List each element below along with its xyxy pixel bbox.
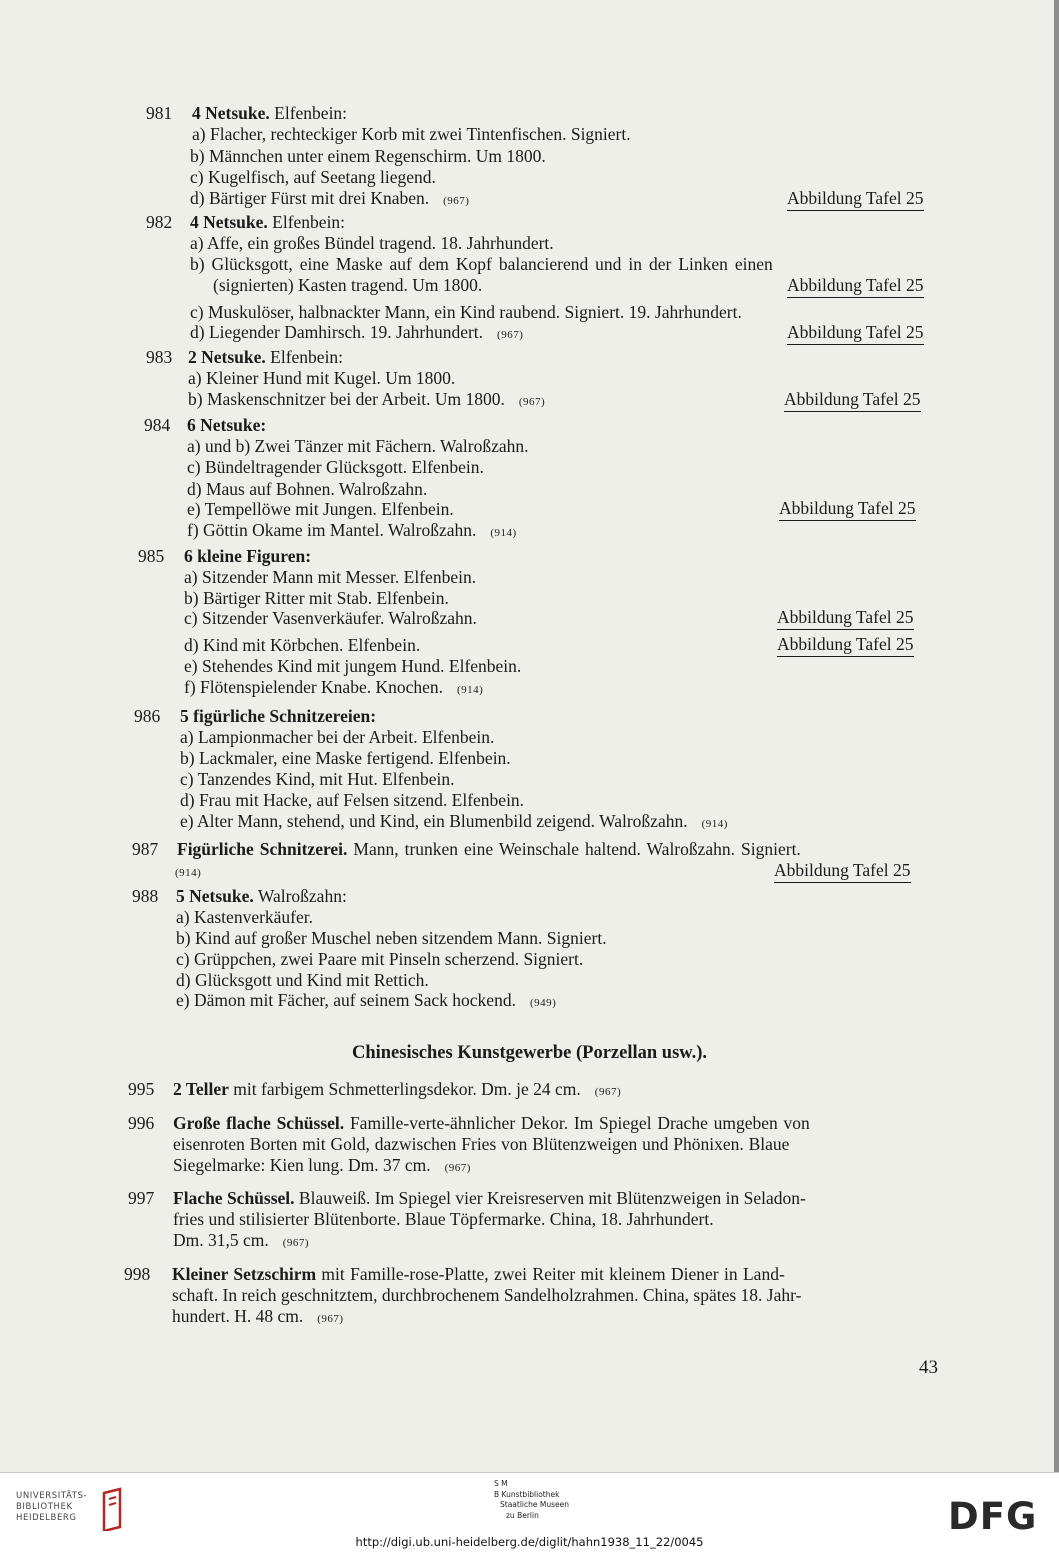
lot-number: 986 [134, 706, 161, 726]
lot-item: d) Glücksgott und Kind mit Rettich. [176, 970, 429, 990]
lot-description: eisenroten Borten mit Gold, dazwischen Fries von Blütenzweigen und Phönixen. Blaue [173, 1134, 790, 1154]
lot-number: 996 [128, 1113, 155, 1133]
reference-number: (914) [457, 684, 484, 696]
lot-description: Dm. 31,5 cm. (967) [173, 1230, 310, 1250]
reference-number: (967) [497, 329, 524, 341]
lot-item: c) Sitzender Vasenverkäufer. Walroßzahn. [184, 608, 477, 628]
lot-item: c) Grüppchen, zwei Paare mit Pinseln scherzend. Signiert. [176, 949, 584, 969]
lot-number: 985 [138, 546, 165, 566]
lot-description: fries und stilisierter Blütenborte. Blaue Töpfermarke. China, 18. Jahrhundert. [173, 1209, 714, 1229]
lot-description: Siegelmarke: Kien lung. Dm. 37 cm. (967) [173, 1155, 471, 1175]
lot-item: d) Bärtiger Fürst mit drei Knaben. (967) [190, 188, 470, 208]
plate-reference: Abbildung Tafel 25 [784, 389, 921, 412]
lot-title: 6 Netsuke: [187, 415, 267, 435]
lot-number: 987 [132, 839, 159, 859]
lot-item: d) Frau mit Hacke, auf Felsen sitzend. Elfenbein. [180, 790, 525, 810]
lot-item: d) Kind mit Körbchen. Elfenbein. [184, 635, 421, 655]
lot-title: Kleiner Setzschirm mit Famille-rose-Platte, zwei Reiter mit kleinem Diener in Land- [172, 1264, 785, 1284]
lot-title: 6 kleine Figuren: [184, 546, 312, 566]
lot-item: f) Flötenspielender Knabe. Knochen. (914) [184, 677, 484, 697]
lot-item: a) Kastenverkäufer. [176, 907, 314, 927]
lot-item: a) und b) Zwei Tänzer mit Fächern. Walroßzahn. [187, 436, 529, 456]
lot-item: b) Maskenschnitzer bei der Arbeit. Um 1800. (967) [188, 389, 546, 409]
lot-item: c) Tanzendes Kind, mit Hut. Elfenbein. [180, 769, 455, 789]
reference-number: (967) [518, 396, 546, 408]
lot-item: e) Tempellöwe mit Jungen. Elfenbein. [187, 499, 454, 519]
reference-number: (914) [701, 818, 728, 830]
page-edge [1054, 0, 1059, 1472]
lot-title: 5 figürliche Schnitzereien: [180, 706, 377, 726]
plate-reference: Abbildung Tafel 25 [777, 607, 914, 630]
lot-description: hundert. H. 48 cm. (967) [172, 1306, 344, 1326]
lot-item: a) Kleiner Hund mit Kugel. Um 1800. [188, 368, 456, 388]
reference-number: (914) [175, 867, 202, 879]
lot-item: c) Bündeltragender Glücksgott. Elfenbein. [187, 457, 484, 477]
plate-reference: Abbildung Tafel 25 [777, 634, 914, 657]
page-number: 43 [919, 1357, 938, 1378]
lot-item [163, 860, 201, 884]
lot-item: b) Männchen unter einem Regenschirm. Um 1800. [190, 146, 546, 166]
lot-title: 2 Netsuke. Elfenbein: [188, 347, 344, 367]
section-heading: Chinesisches Kunstgewerbe (Porzellan usw.). [351, 1043, 708, 1063]
reference-number: (967) [444, 1162, 471, 1174]
lot-description: schaft. In reich geschnitztem, durchbrochenem Sandelholzrahmen. China, spätes 18. Jahr- [172, 1285, 802, 1305]
plate-reference: Abbildung Tafel 25 [787, 275, 924, 298]
lot-title: 5 Netsuke. Walroßzahn: [176, 886, 347, 906]
lot-number: 984 [144, 415, 171, 435]
lot-number: 997 [128, 1188, 155, 1208]
lot-title: Flache Schüssel. Blauweiß. Im Spiegel vier Kreisreserven mit Blütenzweigen in Seladon- [173, 1188, 806, 1208]
digitization-footer [0, 1472, 1059, 1552]
lot-item: d) Liegender Damhirsch. 19. Jahrhundert. (967) [190, 322, 524, 342]
lot-item: d) Maus auf Bohnen. Walroßzahn. [187, 479, 428, 499]
plate-reference: Abbildung Tafel 25 [787, 322, 924, 345]
lot-item: a) Sitzender Mann mit Messer. Elfenbein. [184, 567, 477, 587]
dfg-logo: DFG [948, 1495, 1038, 1538]
lot-item: e) Dämon mit Fächer, auf seinem Sack hockend. (949) [176, 990, 557, 1010]
lot-item: e) Alter Mann, stehend, und Kind, ein Blumenbild zeigend. Walroßzahn. (914) [180, 811, 728, 831]
lot-item: f) Göttin Okame im Mantel. Walroßzahn. (914) [187, 520, 517, 540]
plate-reference: Abbildung Tafel 25 [774, 860, 911, 883]
lot-item: a) Flacher, rechteckiger Korb mit zwei Tintenfischen. Signiert. [192, 124, 631, 144]
reference-number: (967) [594, 1086, 622, 1098]
plate-reference: Abbildung Tafel 25 [779, 498, 916, 521]
lot-number: 998 [124, 1264, 151, 1284]
lot-item: b) Kind auf großer Muschel neben sitzendem Mann. Signiert. [176, 928, 607, 948]
lot-title: Figürliche Schnitzerei. Mann, trunken eine Weinschale haltend. Walroßzahn. Signiert. [177, 839, 801, 859]
lot-number: 988 [132, 886, 159, 906]
reference-number: (949) [529, 997, 557, 1009]
museum-credit: S M B Kunstbibliothek Staatliche Museen zu Berlin [494, 1479, 569, 1520]
lot-number: 983 [146, 347, 173, 367]
lot-title: 4 Netsuke. Elfenbein: [192, 103, 348, 123]
lot-item: c) Kugelfisch, auf Seetang liegend. [190, 167, 436, 187]
lot-number: 982 [146, 212, 173, 232]
lot-title: 4 Netsuke. Elfenbein: [190, 212, 346, 232]
lot-number: 981 [146, 103, 173, 123]
library-logo-icon [100, 1487, 126, 1531]
lot-title: Große flache Schüssel. Famille-verte-ähnlicher Dekor. Im Spiegel Drache umgeben von [173, 1113, 810, 1133]
reference-number: (914) [490, 527, 517, 539]
lot-item: c) Muskulöser, halbnackter Mann, ein Kind raubend. Signiert. 19. Jahrhundert. [190, 302, 742, 322]
lot-item-continued: (signierten) Kasten tragend. Um 1800. [213, 275, 483, 295]
lot-item: a) Lampionmacher bei der Arbeit. Elfenbein. [180, 727, 495, 747]
lot-item: b) Glücksgott, eine Maske auf dem Kopf balancierend und in der Linken einen [190, 254, 773, 274]
plate-reference: Abbildung Tafel 25 [787, 188, 924, 211]
page-url-link[interactable]: http://digi.ub.uni-heidelberg.de/diglit/hahn1938_11_22/0045 [355, 1535, 704, 1549]
reference-number: (967) [317, 1313, 344, 1325]
lot-item: a) Affe, ein großes Bündel tragend. 18. Jahrhundert. [190, 233, 554, 253]
library-name: UNIVERSITÄTS- BIBLIOTHEK HEIDELBERG [16, 1491, 88, 1523]
reference-number: (967) [443, 195, 470, 207]
lot-item: e) Stehendes Kind mit jungem Hund. Elfenbein. [184, 656, 522, 676]
lot-item: b) Lackmaler, eine Maske fertigend. Elfenbein. [180, 748, 511, 768]
lot-item: b) Bärtiger Ritter mit Stab. Elfenbein. [184, 588, 449, 608]
lot-number: 995 [128, 1079, 155, 1099]
lot-title: 2 Teller mit farbigem Schmetterlingsdekor. Dm. je 24 cm. (967) [173, 1079, 622, 1099]
reference-number: (967) [282, 1237, 310, 1249]
